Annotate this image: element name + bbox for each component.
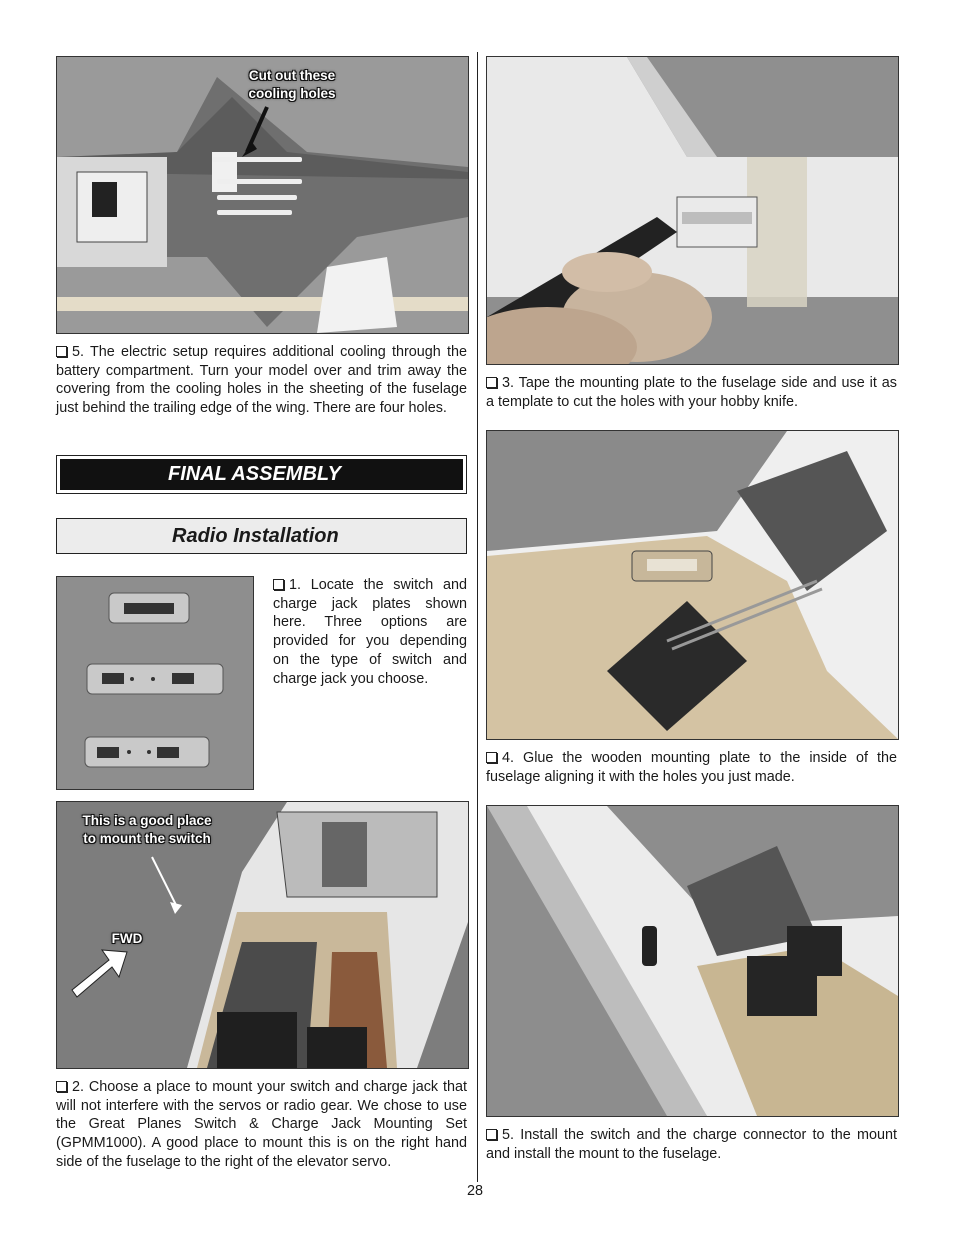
step-paragraph: 5. The electric setup requires additional cooling through the battery compartment. Turn your model over and trim away the covering from the cooling holes in the sheeting of the fuselage just behind the trailing edge of the wing. There are four holes. [56,344,467,417]
checkbox-icon[interactable] [486,752,497,763]
callout-good-place: This is a good place to mount the switch [82,813,212,846]
photo-cooling-holes [56,56,469,334]
callout-cut-out-holes: Cut out these cooling holes [248,68,336,101]
photo-mounting-plate-inside [486,430,899,740]
column-divider [477,52,478,1182]
checkbox-icon[interactable] [56,1081,67,1092]
checkbox-icon[interactable] [56,346,67,357]
callout-fwd: FWD [111,931,143,946]
page-number: 28 [467,1183,484,1199]
step-paragraph: 5. Install the switch and the charge connector to the mount and install the mount to the fuselage. [486,1127,897,1162]
step-paragraph: 1. Locate the switch and charge jack plates shown here. Three options are provided for you depending on the type of switch and charge jack you choose. [273,577,467,687]
section-header-final-assembly [56,455,467,494]
section-header-label: FINAL ASSEMBLY [60,459,463,490]
photo-tape-template [486,56,899,365]
section-header-radio-installation: Radio Installation [56,518,467,554]
step-paragraph: 4. Glue the wooden mounting plate to the inside of the fuselage aligning it with the holes you just made. [486,750,897,785]
checkbox-icon[interactable] [486,377,497,388]
photo-switch-plates [56,576,254,790]
checkbox-icon[interactable] [486,1129,497,1140]
photo-switch-location [56,801,469,1069]
checkbox-icon[interactable] [273,579,284,590]
step-paragraph: 3. Tape the mounting plate to the fuselage side and use it as a template to cut the holes with your hobby knife. [486,375,897,410]
step-paragraph: 2. Choose a place to mount your switch and charge jack that will not interfere with the servos or radio gear. We chose to use the Great Planes Switch & Charge Jack Mounting Set (GPMM1000). A good place to mount this is on the right hand side of the fuselage to the right of the elevator servo. [56,1079,467,1170]
photo-installed-switch [486,805,899,1117]
